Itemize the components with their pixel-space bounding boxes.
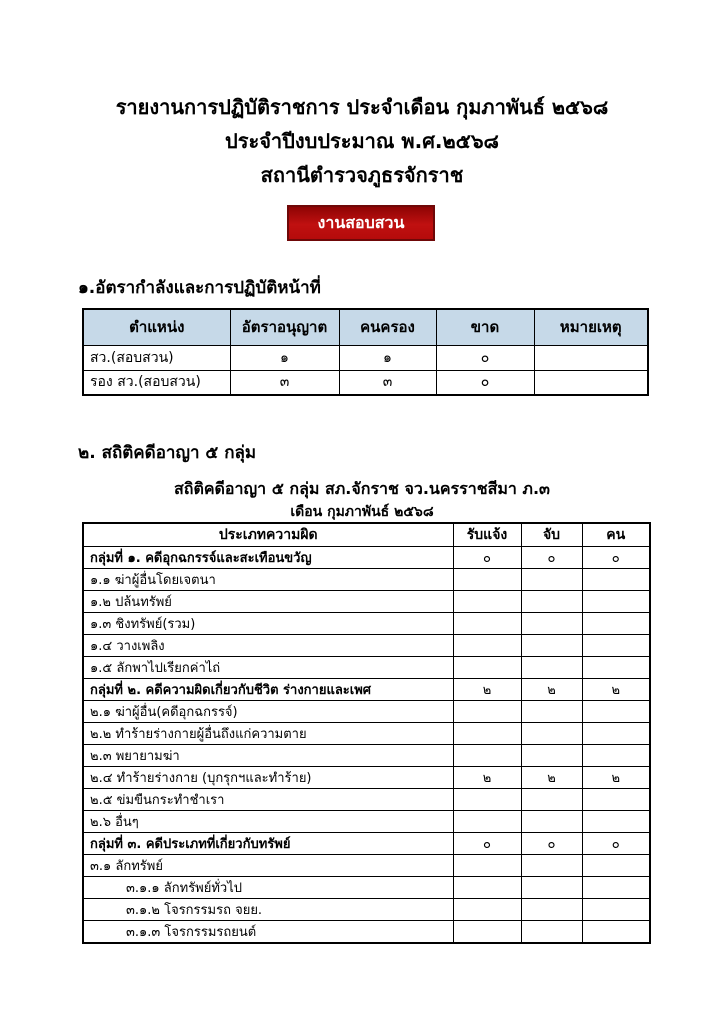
row-label-cell: ๓.๑ ลักทรัพย์: [83, 855, 453, 877]
value-cell: [521, 569, 582, 591]
value-cell: [453, 921, 521, 944]
value-cell: ๐: [521, 833, 582, 855]
value-cell: [453, 591, 521, 613]
value-cell: ๑: [230, 345, 339, 370]
row-label-cell: ๑.๕ ลักพาไปเรียกค่าไถ่: [83, 657, 453, 679]
row-label-cell: ๑.๓ ชิงทรัพย์(รวม): [83, 613, 453, 635]
value-cell: ๒: [582, 767, 650, 789]
row-label-cell: ๑.๒ ปล้นทรัพย์: [83, 591, 453, 613]
column-header: ขาด: [436, 309, 534, 345]
row-label-cell: กลุ่มที่ ๓. คดีประเภทที่เกี่ยวกับทรัพย์: [83, 833, 453, 855]
crime-stats-table: [82, 522, 651, 944]
value-cell: [521, 635, 582, 657]
value-cell: ๐: [436, 370, 534, 395]
value-cell: ๐: [521, 547, 582, 569]
table-row: [83, 789, 650, 811]
value-cell: ๒: [521, 767, 582, 789]
column-header: รับแจ้ง: [453, 523, 521, 547]
crime-stats-table-subtitle: เดือน กุมภาพันธ์ ๒๕๖๘: [290, 504, 434, 520]
row-label-cell: ๓.๑.๓ โจรกรรมรถยนต์: [83, 921, 453, 944]
value-cell: [453, 899, 521, 921]
table-row: [83, 745, 650, 767]
row-label-cell: ๑.๑ ฆ่าผู้อื่นโดยเจตนา: [83, 569, 453, 591]
value-cell: [453, 635, 521, 657]
table-row: [83, 899, 650, 921]
row-label-cell: ๒.๔ ทำร้ายร่างกาย (บุกรุกฯและทำร้าย): [83, 767, 453, 789]
value-cell: ๐: [582, 547, 650, 569]
column-header: คน: [582, 523, 650, 547]
value-cell: [453, 877, 521, 899]
row-label-cell: กลุ่มที่ ๒. คดีความผิดเกี่ยวกับชีวิต ร่างกายและเพศ: [83, 679, 453, 701]
value-cell: [521, 899, 582, 921]
value-cell: [582, 591, 650, 613]
row-label-cell: รอง สว.(สอบสวน): [83, 370, 230, 395]
value-cell: [582, 613, 650, 635]
value-cell: ๒: [521, 679, 582, 701]
investigation-section-banner: งานสอบสวน: [287, 205, 435, 241]
table-row: [83, 723, 650, 745]
value-cell: [521, 613, 582, 635]
value-cell: [453, 811, 521, 833]
value-cell: [453, 723, 521, 745]
value-cell: [582, 701, 650, 723]
table-row: [83, 767, 650, 789]
column-header: อัตราอนุญาต: [230, 309, 339, 345]
table-row: [83, 855, 650, 877]
table-row: [83, 811, 650, 833]
staffing-table: [82, 308, 649, 396]
value-cell: [521, 591, 582, 613]
table-row: [83, 635, 650, 657]
table-row: [83, 679, 650, 701]
value-cell: [582, 921, 650, 944]
value-cell: [521, 701, 582, 723]
row-label-cell: ๒.๖ อื่นๆ: [83, 811, 453, 833]
row-label-cell: ๑.๔ วางเพลิง: [83, 635, 453, 657]
value-cell: [534, 370, 648, 395]
table-row: [83, 345, 648, 370]
row-label-cell: กลุ่มที่ ๑. คดีอุกฉกรรจ์และสะเทือนขวัญ: [83, 547, 453, 569]
value-cell: [582, 569, 650, 591]
value-cell: [582, 855, 650, 877]
section1-heading: ๑.อัตรากำลังและการปฏิบัติหน้าที่: [78, 278, 321, 298]
value-cell: [521, 855, 582, 877]
value-cell: [453, 789, 521, 811]
report-title-line-2: ประจำปีงบประมาณ พ.ศ.๒๕๖๘: [225, 129, 499, 153]
value-cell: [453, 569, 521, 591]
row-label-cell: สว.(สอบสวน): [83, 345, 230, 370]
column-header: หมายเหตุ: [534, 309, 648, 345]
table-row: [83, 921, 650, 944]
column-header: คนครอง: [339, 309, 436, 345]
table-row: [83, 547, 650, 569]
value-cell: [521, 811, 582, 833]
table-row: [83, 569, 650, 591]
value-cell: [521, 921, 582, 944]
value-cell: [534, 345, 648, 370]
value-cell: [582, 745, 650, 767]
value-cell: [453, 657, 521, 679]
table-row: [83, 370, 648, 395]
table-row: [83, 701, 650, 723]
report-title-block: [0, 90, 724, 192]
value-cell: ๒: [453, 767, 521, 789]
value-cell: [582, 899, 650, 921]
column-header: จับ: [521, 523, 582, 547]
value-cell: ๐: [582, 833, 650, 855]
value-cell: ๓: [339, 370, 436, 395]
row-label-cell: ๒.๓ พยายามฆ่า: [83, 745, 453, 767]
value-cell: [453, 701, 521, 723]
value-cell: ๓: [230, 370, 339, 395]
value-cell: [453, 745, 521, 767]
value-cell: [582, 811, 650, 833]
value-cell: ๐: [436, 345, 534, 370]
section2-heading: ๒. สถิติคดีอาญา ๕ กลุ่ม: [78, 443, 257, 463]
table-row: [83, 877, 650, 899]
value-cell: [582, 723, 650, 745]
value-cell: [453, 613, 521, 635]
row-label-cell: ๒.๑ ฆ่าผู้อื่น(คดีอุกฉกรรจ์): [83, 701, 453, 723]
column-header: ประเภทความผิด: [83, 523, 453, 547]
column-header: ตำแหน่ง: [83, 309, 230, 345]
value-cell: ๒: [582, 679, 650, 701]
report-title-line-3: สถานีตำรวจภูธรจักราช: [260, 163, 464, 187]
header-row: [83, 309, 648, 345]
value-cell: [521, 877, 582, 899]
value-cell: ๑: [339, 345, 436, 370]
value-cell: [582, 657, 650, 679]
table-row: [83, 613, 650, 635]
report-title-line-1: รายงานการปฏิบัติราชการ ประจำเดือน กุมภาพันธ์ ๒๕๖๘: [115, 95, 609, 119]
row-label-cell: ๒.๕ ข่มขืนกระทำชำเรา: [83, 789, 453, 811]
value-cell: ๒: [453, 679, 521, 701]
header-row: [83, 523, 650, 547]
value-cell: [521, 657, 582, 679]
value-cell: ๐: [453, 833, 521, 855]
row-label-cell: ๒.๒ ทำร้ายร่างกายผู้อื่นถึงแก่ความตาย: [83, 723, 453, 745]
value-cell: ๐: [453, 547, 521, 569]
value-cell: [521, 745, 582, 767]
value-cell: [521, 723, 582, 745]
crime-stats-table-title: สถิติคดีอาญา ๕ กลุ่ม สภ.จักราช จว.นครราชสีมา ภ.๓: [173, 479, 550, 498]
value-cell: [582, 877, 650, 899]
row-label-cell: ๓.๑.๒ โจรกรรมรถ จยย.: [83, 899, 453, 921]
value-cell: [453, 855, 521, 877]
table-row: [83, 591, 650, 613]
table-row: [83, 657, 650, 679]
row-label-cell: ๓.๑.๑ ลักทรัพย์ทั่วไป: [83, 877, 453, 899]
value-cell: [582, 635, 650, 657]
value-cell: [582, 789, 650, 811]
table-row: [83, 833, 650, 855]
value-cell: [521, 789, 582, 811]
